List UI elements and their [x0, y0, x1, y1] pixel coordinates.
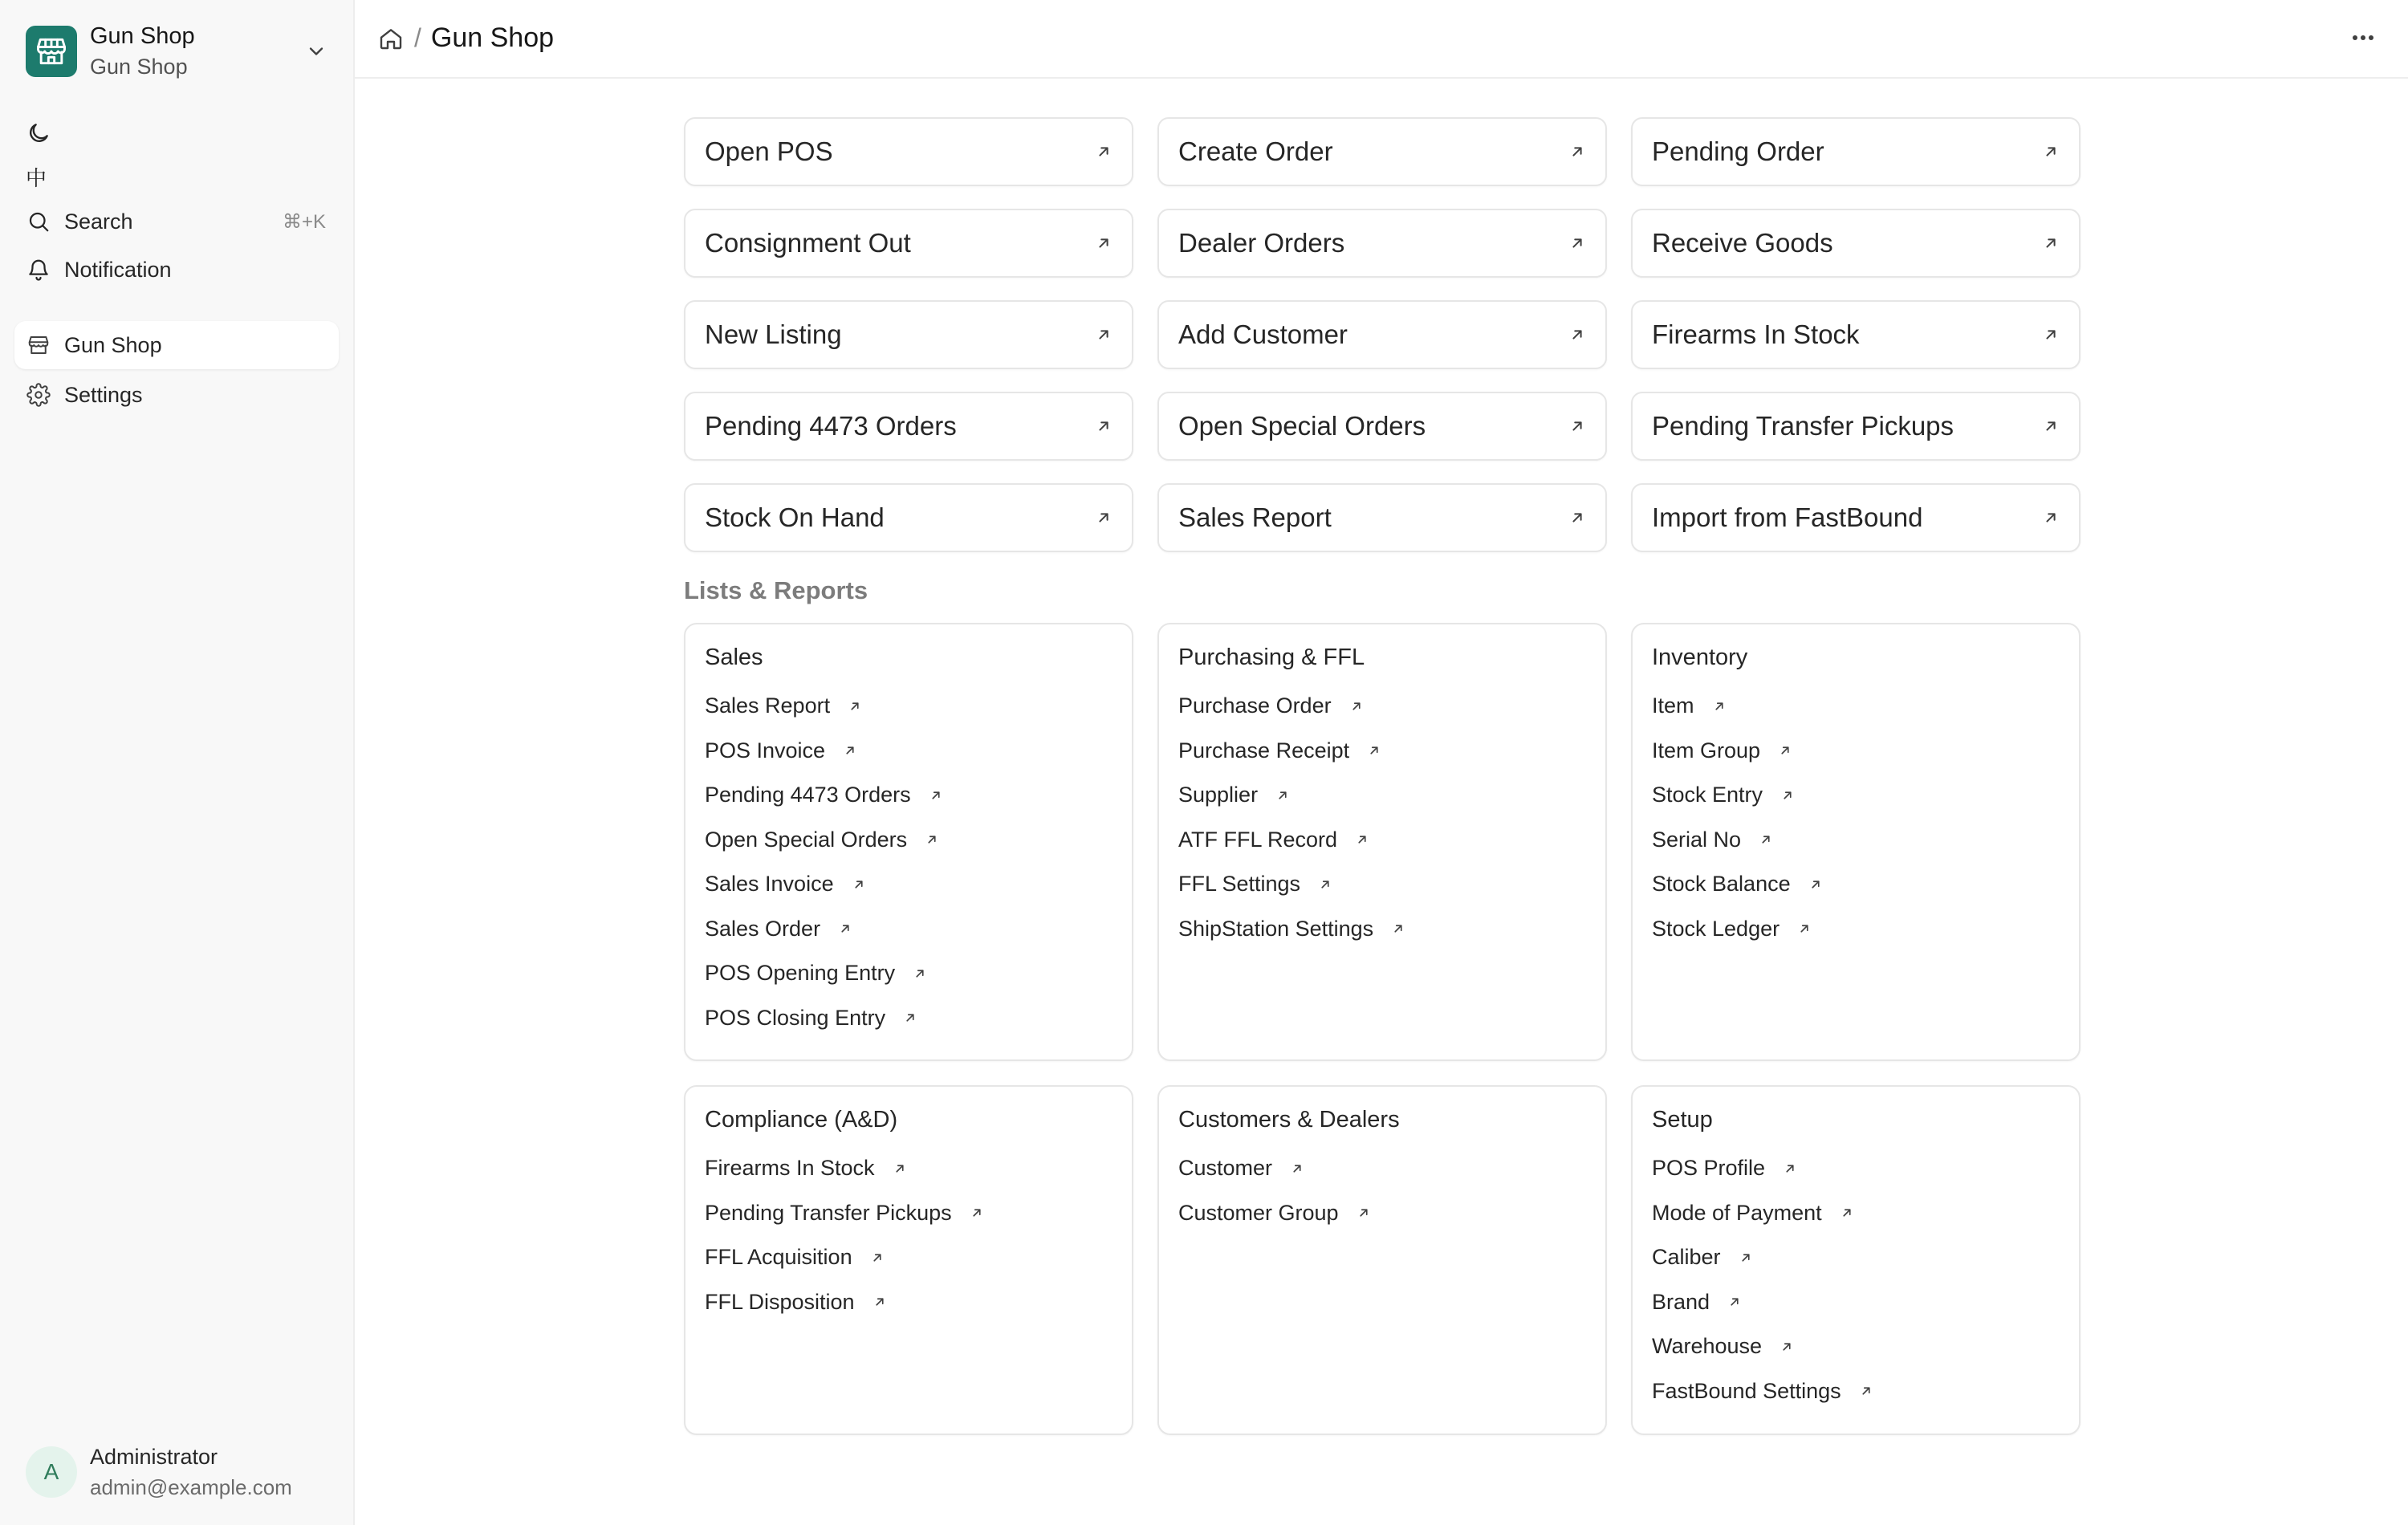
link-label: Purchase Receipt	[1178, 738, 1350, 762]
arrow-up-right-icon	[970, 1206, 984, 1220]
link-ffl-settings[interactable]	[1178, 862, 1586, 907]
link-fastbound-settings[interactable]	[1652, 1369, 2060, 1414]
store-logo-icon	[26, 26, 77, 77]
arrow-up-right-icon	[925, 832, 939, 847]
card-purchasing-and-ffl	[1157, 623, 1607, 1061]
card-inventory	[1631, 623, 2081, 1061]
sidebar	[0, 0, 355, 1525]
link-item[interactable]	[1652, 684, 2060, 729]
arrow-up-right-icon	[1095, 417, 1112, 435]
arrow-up-right-icon	[1759, 832, 1773, 847]
card-title: Inventory	[1652, 645, 1748, 670]
link-ffl-acquisition[interactable]	[705, 1235, 1112, 1280]
link-purchase-receipt[interactable]	[1178, 729, 1586, 774]
link-label: Caliber	[1652, 1245, 1721, 1270]
link-customer-group[interactable]	[1178, 1191, 1586, 1236]
link-label: Sales Invoice	[705, 872, 834, 897]
link-pos-closing-entry[interactable]	[705, 996, 1112, 1041]
main-area	[355, 0, 2408, 1525]
arrow-up-right-icon	[1780, 788, 1795, 803]
arrow-up-right-icon	[1778, 743, 1792, 758]
link-label: Pending 4473 Orders	[705, 783, 911, 807]
link-mode-of-payment[interactable]	[1652, 1191, 2060, 1236]
shortcut-label: Open Special Orders	[1178, 411, 1426, 441]
search-icon	[26, 209, 51, 234]
link-brand[interactable]	[1652, 1280, 2060, 1325]
search-label: Search	[64, 209, 133, 234]
arrow-up-right-icon	[2042, 234, 2060, 252]
card-title: Purchasing & FFL	[1178, 645, 1365, 670]
arrow-up-right-icon	[893, 1161, 907, 1176]
link-pending-transfer-pickups[interactable]	[705, 1191, 1112, 1236]
shortcut-label: Firearms In Stock	[1652, 319, 1860, 349]
link-label: ATF FFL Record	[1178, 827, 1338, 852]
card-title: Setup	[1652, 1107, 1713, 1133]
more-options-button[interactable]	[2344, 21, 2382, 56]
shortcut-label: Open POS	[705, 136, 833, 166]
gear-icon	[26, 382, 51, 408]
link-label: Pending Transfer Pickups	[705, 1200, 952, 1225]
shortcut-receive-goods[interactable]	[1631, 209, 2081, 278]
link-purchase-order[interactable]	[1178, 684, 1586, 729]
page-title[interactable]: Gun Shop	[430, 22, 555, 53]
link-label: Stock Entry	[1652, 783, 1763, 807]
link-label: Brand	[1652, 1289, 1710, 1314]
shortcut-grid	[684, 117, 2081, 552]
sidebar-item-settings[interactable]	[14, 371, 339, 419]
moon-icon	[26, 136, 51, 149]
user-email: admin@example.com	[90, 1475, 292, 1499]
bell-icon	[26, 257, 51, 283]
link-label: FastBound Settings	[1652, 1378, 1841, 1403]
arrow-up-right-icon	[852, 877, 866, 892]
arrow-up-right-icon	[1355, 832, 1369, 847]
shortcut-open-special-orders[interactable]	[1157, 392, 1607, 461]
arrow-up-right-icon	[1727, 1295, 1742, 1309]
search-button[interactable]	[14, 197, 339, 246]
card-title: Compliance (A&D)	[705, 1107, 898, 1133]
shortcut-pending-order[interactable]	[1631, 117, 2081, 186]
arrow-up-right-icon	[848, 699, 862, 714]
arrow-up-right-icon	[1859, 1384, 1873, 1398]
workspace-content	[684, 117, 2081, 1435]
arrow-up-right-icon	[1095, 234, 1112, 252]
notification-label: Notification	[64, 257, 172, 282]
link-label: FFL Acquisition	[705, 1245, 852, 1270]
link-ffl-disposition[interactable]	[705, 1280, 1112, 1325]
arrow-up-right-icon	[1780, 1340, 1794, 1354]
sidebar-item-gun-shop[interactable]	[14, 321, 339, 369]
arrow-up-right-icon	[1349, 699, 1364, 714]
link-pos-opening-entry[interactable]	[705, 951, 1112, 996]
arrow-up-right-icon	[843, 743, 857, 758]
arrow-up-right-icon	[1568, 234, 1586, 252]
card-title: Sales	[705, 645, 763, 670]
arrow-up-right-icon	[1739, 1250, 1753, 1265]
link-label: Sales Report	[705, 693, 831, 718]
shortcut-label: Pending 4473 Orders	[705, 411, 957, 441]
avatar: A	[26, 1446, 77, 1498]
link-label: Purchase Order	[1178, 693, 1332, 718]
arrow-up-right-icon	[1568, 143, 1586, 161]
link-label: Serial No	[1652, 827, 1742, 852]
link-label: POS Opening Entry	[705, 961, 896, 986]
arrow-up-right-icon	[1712, 699, 1727, 714]
link-label: POS Profile	[1652, 1156, 1766, 1181]
language-icon: 中	[26, 166, 47, 190]
link-customer[interactable]	[1178, 1146, 1586, 1191]
link-firearms-in-stock[interactable]	[705, 1146, 1112, 1191]
shortcut-stock-on-hand[interactable]	[684, 483, 1133, 552]
arrow-up-right-icon	[1367, 743, 1381, 758]
arrow-up-right-icon	[870, 1250, 885, 1265]
shortcut-pending-transfer-pickups[interactable]	[1631, 392, 2081, 461]
chevron-down-icon	[305, 40, 327, 63]
shortcut-pending-4473-orders[interactable]	[684, 392, 1133, 461]
link-item-group[interactable]	[1652, 729, 2060, 774]
lists-reports-heading: Lists & Reports	[684, 576, 868, 604]
link-label: Stock Ledger	[1652, 916, 1780, 941]
card-compliance-aandd	[684, 1085, 1133, 1435]
link-stock-balance[interactable]	[1652, 862, 2060, 907]
arrow-up-right-icon	[2042, 417, 2060, 435]
sidebar-item-label: Settings	[64, 382, 143, 407]
link-list	[1652, 684, 2060, 951]
link-label: ShipStation Settings	[1178, 916, 1374, 941]
shortcut-label: Consignment Out	[705, 228, 911, 258]
arrow-up-right-icon	[903, 1011, 917, 1025]
link-list	[1652, 1146, 2060, 1413]
arrow-up-right-icon	[1797, 921, 1812, 936]
user-menu[interactable]	[14, 1434, 339, 1511]
link-list	[1178, 1146, 1586, 1235]
notification-button[interactable]	[14, 246, 339, 294]
breadcrumb	[377, 22, 554, 54]
link-pos-invoice[interactable]	[705, 729, 1112, 774]
link-serial-no[interactable]	[1652, 818, 2060, 863]
link-sales-report[interactable]	[705, 684, 1112, 729]
arrow-up-right-icon	[1290, 1161, 1304, 1176]
shortcut-new-listing[interactable]	[684, 300, 1133, 369]
link-label: Sales Order	[705, 916, 821, 941]
card-grid	[684, 623, 2081, 1435]
arrow-up-right-icon	[1840, 1206, 1854, 1220]
card-sales	[684, 623, 1133, 1061]
link-label: FFL Disposition	[705, 1289, 855, 1314]
link-list	[1178, 684, 1586, 951]
link-sales-invoice[interactable]	[705, 862, 1112, 907]
arrow-up-right-icon	[1095, 326, 1112, 344]
more-horizontal-icon	[2351, 31, 2375, 46]
link-label: Warehouse	[1652, 1334, 1763, 1359]
link-label: Customer Group	[1178, 1200, 1339, 1225]
sidebar-item-label: Gun Shop	[64, 332, 162, 357]
shortcut-open-pos[interactable]	[684, 117, 1133, 186]
card-setup	[1631, 1085, 2081, 1435]
shortcut-dealer-orders[interactable]	[1157, 209, 1607, 278]
arrow-up-right-icon	[872, 1295, 887, 1309]
arrow-up-right-icon	[1095, 143, 1112, 161]
link-caliber[interactable]	[1652, 1235, 2060, 1280]
workspace-subtitle: Gun Shop	[90, 55, 188, 79]
card-title: Customers & Dealers	[1178, 1107, 1400, 1133]
card-customers-and-dealers	[1157, 1085, 1607, 1435]
link-pos-profile[interactable]	[1652, 1146, 2060, 1191]
shortcut-consignment-out[interactable]	[684, 209, 1133, 278]
link-pending-4473-orders[interactable]	[705, 773, 1112, 818]
link-list	[705, 684, 1112, 1040]
link-label: FFL Settings	[1178, 872, 1301, 897]
arrow-up-right-icon	[1568, 326, 1586, 344]
arrow-up-right-icon	[838, 921, 852, 936]
shortcut-label: Import from FastBound	[1652, 502, 1923, 532]
user-name: Administrator	[90, 1445, 218, 1469]
arrow-up-right-icon	[1357, 1206, 1371, 1220]
language-switcher[interactable]	[26, 162, 47, 192]
link-label: Item Group	[1652, 738, 1761, 762]
arrow-up-right-icon	[2042, 326, 2060, 344]
shortcut-label: Create Order	[1178, 136, 1333, 166]
shortcut-label: Add Customer	[1178, 319, 1348, 349]
workspace-title: Gun Shop	[90, 23, 195, 49]
shortcut-label: Receive Goods	[1652, 228, 1833, 258]
shortcut-label: New Listing	[705, 319, 842, 349]
link-label: POS Closing Entry	[705, 1005, 886, 1030]
search-shortcut: ⌘+K	[282, 210, 326, 233]
link-open-special-orders[interactable]	[705, 818, 1112, 863]
shortcut-sales-report[interactable]	[1157, 483, 1607, 552]
link-warehouse[interactable]	[1652, 1324, 2060, 1369]
shortcut-label: Pending Transfer Pickups	[1652, 411, 1954, 441]
link-label: Customer	[1178, 1156, 1273, 1181]
link-supplier[interactable]	[1178, 773, 1586, 818]
arrow-up-right-icon	[1568, 509, 1586, 527]
arrow-up-right-icon	[1783, 1161, 1797, 1176]
shortcut-label: Sales Report	[1178, 502, 1332, 532]
arrow-up-right-icon	[1808, 877, 1823, 892]
link-label: Firearms In Stock	[705, 1156, 875, 1181]
arrow-up-right-icon	[1275, 788, 1290, 803]
link-shipstation-settings[interactable]	[1178, 907, 1586, 952]
breadcrumb-separator: /	[414, 23, 421, 52]
arrow-up-right-icon	[2042, 143, 2060, 161]
link-label: Supplier	[1178, 783, 1259, 807]
shortcut-label: Stock On Hand	[705, 502, 885, 532]
link-stock-ledger[interactable]	[1652, 907, 2060, 952]
workspace-switcher[interactable]	[14, 13, 339, 90]
shortcut-firearms-in-stock[interactable]	[1631, 300, 2081, 369]
shortcut-add-customer[interactable]	[1157, 300, 1607, 369]
home-icon[interactable]	[377, 25, 405, 52]
shortcut-create-order[interactable]	[1157, 117, 1607, 186]
link-label: Open Special Orders	[705, 827, 908, 852]
link-label: Mode of Payment	[1652, 1200, 1822, 1225]
arrow-up-right-icon	[2042, 509, 2060, 527]
shortcut-label: Pending Order	[1652, 136, 1824, 166]
link-stock-entry[interactable]	[1652, 773, 2060, 818]
link-list	[705, 1146, 1112, 1324]
dark-mode-toggle[interactable]	[26, 120, 51, 150]
arrow-up-right-icon	[1318, 877, 1332, 892]
arrow-up-right-icon	[1568, 417, 1586, 435]
link-label: POS Invoice	[705, 738, 826, 762]
arrow-up-right-icon	[1391, 921, 1405, 936]
top-bar	[355, 0, 2408, 79]
link-label: Stock Balance	[1652, 872, 1791, 897]
arrow-up-right-icon	[913, 966, 927, 981]
arrow-up-right-icon	[929, 788, 943, 803]
store-icon	[26, 332, 51, 358]
link-sales-order[interactable]	[705, 907, 1112, 952]
shortcut-label: Dealer Orders	[1178, 228, 1345, 258]
link-atf-ffl-record[interactable]	[1178, 818, 1586, 863]
shortcut-import-from-fastbound[interactable]	[1631, 483, 2081, 552]
arrow-up-right-icon	[1095, 509, 1112, 527]
link-label: Item	[1652, 693, 1694, 718]
